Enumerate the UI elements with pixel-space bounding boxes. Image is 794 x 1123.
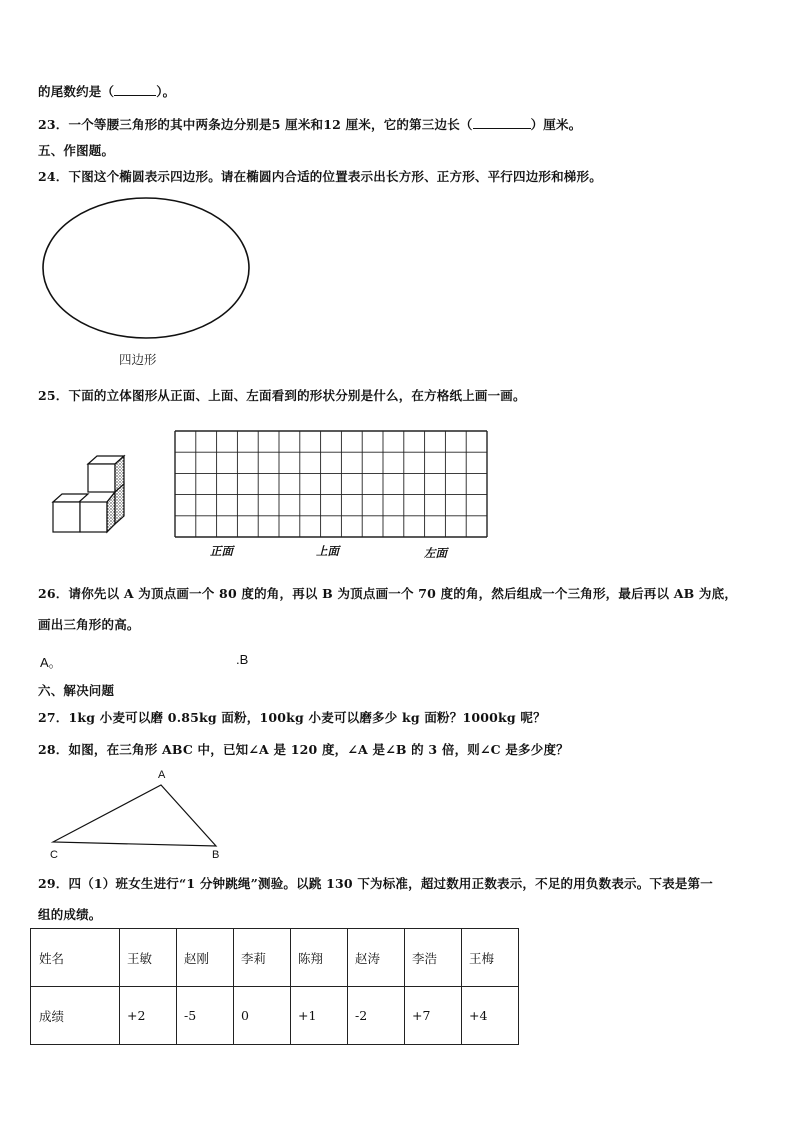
cube-figure	[50, 454, 130, 536]
table-cell: 陈翔	[291, 929, 348, 987]
ellipse-caption: 四边形	[119, 352, 157, 367]
question-23	[38, 115, 581, 133]
table-cell: +4	[462, 987, 519, 1045]
table-cell: +7	[405, 987, 462, 1045]
vertex-a-label: A	[158, 769, 166, 781]
question-29-line2: 组的成绩。	[38, 907, 102, 922]
question-22-tail	[38, 82, 175, 100]
table-cell: 李浩	[405, 929, 462, 987]
q22-text-after: ）。	[156, 84, 176, 99]
table-row-names	[31, 929, 519, 987]
point-b: .B	[236, 652, 249, 667]
question-27: 27．1kg 小麦可以磨 0.85kg 面粉，100kg 小麦可以磨多少 kg 面粉？1000kg 呢？	[38, 710, 546, 725]
q23-answer-blank[interactable]	[473, 117, 531, 129]
quadrilateral-ellipse	[40, 195, 255, 345]
q23-text-after: ）厘米。	[530, 117, 582, 132]
grid-paper[interactable]	[174, 430, 490, 540]
table-cell: 王敏	[120, 929, 177, 987]
question-25: 25．下面的立体图形从正面、上面、左面看到的形状分别是什么，在方格纸上画一画。	[38, 388, 526, 403]
vertex-b-label: B	[212, 849, 220, 861]
question-26-line2: 画出三角形的高。	[38, 617, 140, 632]
table-cell: 王梅	[462, 929, 519, 987]
score-table	[30, 928, 519, 1045]
q22-text-before: 的尾数约是（	[38, 84, 115, 99]
table-cell: 成绩	[31, 987, 120, 1045]
table-cell: +1	[291, 987, 348, 1045]
grid-label-left: 左面	[424, 546, 447, 560]
section-6-heading: 六、解决问题	[38, 683, 115, 698]
table-cell: 赵涛	[348, 929, 405, 987]
question-26-line1: 26．请你先以 A 为顶点画一个 80 度的角，再以 B 为顶点画一个 70 度的角，然后组成一个三角形，最后再以 AB 为底，	[38, 586, 738, 601]
q23-text-before: 23．一个等腰三角形的其中两条边分别是5 厘米和12 厘米，它的第三边长（	[38, 117, 473, 132]
table-cell: 0	[234, 987, 291, 1045]
triangle-abc	[45, 770, 235, 865]
section-5-heading: 五、作图题。	[38, 143, 115, 158]
q22-answer-blank[interactable]	[114, 84, 156, 96]
grid-label-top: 上面	[316, 544, 339, 558]
question-29-line1: 29．四（1）班女生进行“1 分钟跳绳”测验。以跳 130 下为标准，超过数用正数表示，不足的用负数表示。下表是第一	[38, 876, 713, 891]
point-a: A。	[40, 655, 62, 670]
grid-label-front: 正面	[210, 544, 233, 558]
vertex-c-label: C	[50, 849, 58, 861]
table-cell: 李莉	[234, 929, 291, 987]
question-24: 24．下图这个椭圆表示四边形。请在椭圆内合适的位置表示出长方形、正方形、平行四边形和梯形。	[38, 169, 602, 184]
table-cell: -5	[177, 987, 234, 1045]
table-cell: -2	[348, 987, 405, 1045]
table-row-scores	[31, 987, 519, 1045]
table-cell: 姓名	[31, 929, 120, 987]
table-cell: +2	[120, 987, 177, 1045]
question-28: 28．如图，在三角形 ABC 中，已知∠A 是 120 度，∠A 是∠B 的 3 倍，则∠C 是多少度？	[38, 742, 569, 757]
table-cell: 赵刚	[177, 929, 234, 987]
